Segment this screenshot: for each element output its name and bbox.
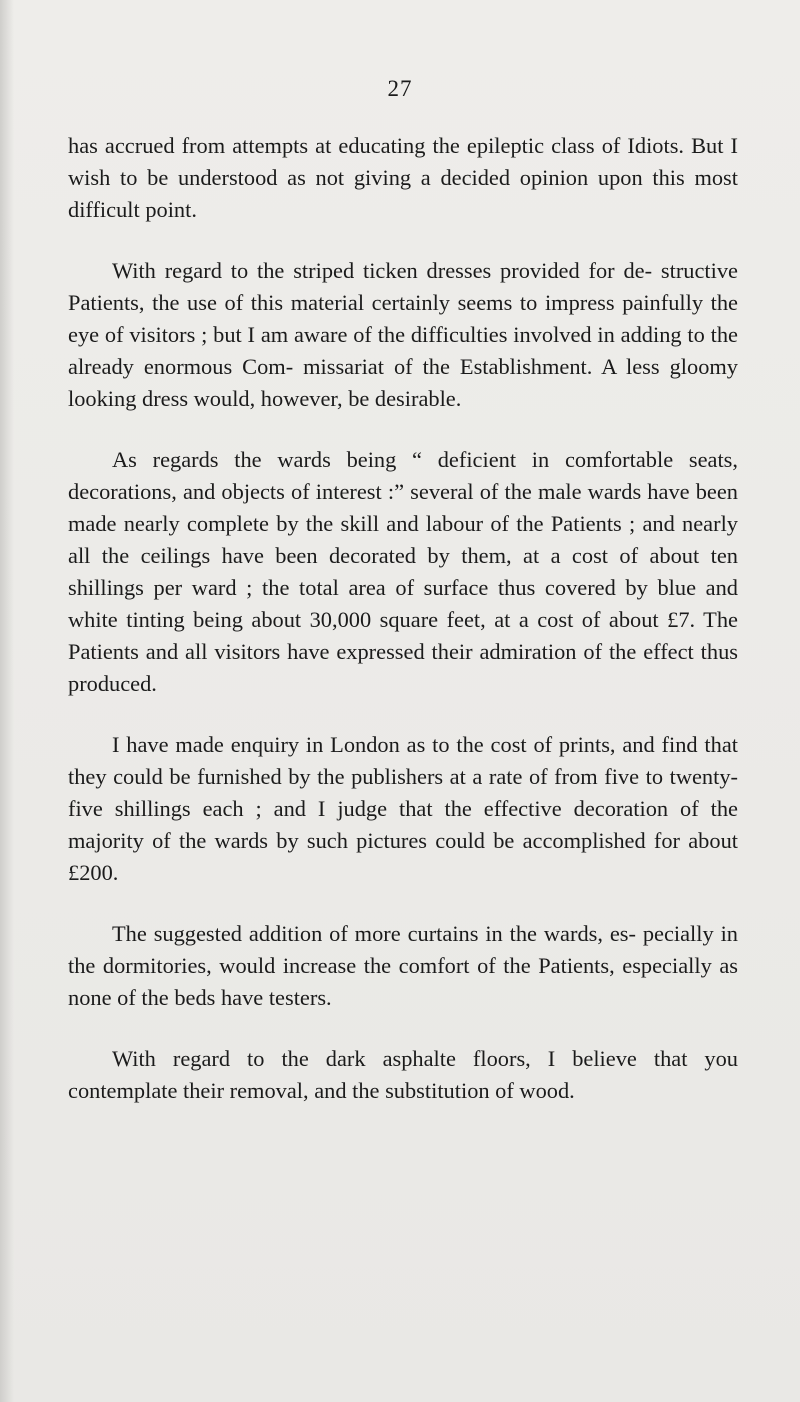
paragraph-curtains: The suggested addition of more curtains in the wards, es- pecially in the dormitories, would increase the comfort of the Patients, especially as none of the beds have testers. bbox=[68, 921, 738, 1010]
paragraph-epileptic-class: has accrued from attempts at educating the epileptic class of Idiots. But I wish to be understood as not giving a decided opinion upon this most difficult point. bbox=[68, 133, 738, 222]
body-text bbox=[68, 130, 738, 1136]
paragraph-asphalte-floors: With regard to the dark asphalte floors, I believe that you contemplate their removal, and the substitution of wood. bbox=[68, 1046, 738, 1103]
page-edge-shadow bbox=[0, 0, 14, 1402]
paragraph-ward-decorations: As regards the wards being “ deficient in comfortable seats, decorations, and objects of interest :” several of the male wards have been made nearly complete by the skill and labour of the Patients ; and nearly all the ceilings have been decorated by them, at a cost of about ten shillings per ward ; the total area of surface thus covered by blue and white tinting being about 30,000 square feet, at a cost of about £7. The Patients and all visitors have expressed their admiration of the effect thus produced. bbox=[68, 447, 738, 696]
paragraph-ticken-dresses: With regard to the striped ticken dresses provided for de- structive Patients, the use of this material certainly seems to impress painfully the eye of visitors ; but I am aware of the difficulties involved in adding to the already enormous Com- missariat of the Establishment. A less gloomy looking dress would, however, be desirable. bbox=[68, 258, 738, 411]
paragraph-prints-cost: I have made enquiry in London as to the cost of prints, and find that they could be furnished by the publishers at a rate of from five to twenty-five shillings each ; and I judge that the effective decoration of the majority of the wards by such pictures could be accomplished for about £200. bbox=[68, 732, 738, 885]
page-number: 27 bbox=[387, 76, 413, 101]
